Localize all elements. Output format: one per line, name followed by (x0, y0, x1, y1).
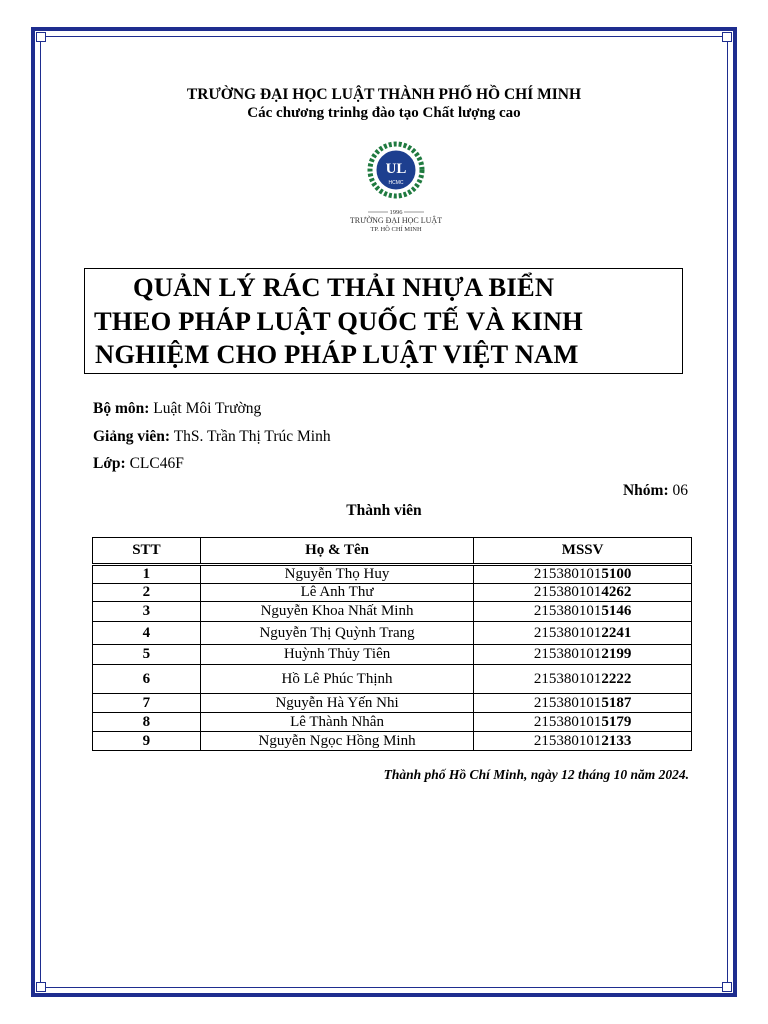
row-stt: 5 (93, 645, 201, 665)
border-corner (36, 982, 46, 992)
table-row (93, 584, 692, 602)
class-line (93, 455, 184, 473)
university-logo (340, 138, 470, 238)
report-title-line3: NGHIỆM CHO PHÁP LUẬT VIỆT NAM (95, 339, 579, 369)
row-name: Huỳnh Thủy Tiên (200, 645, 473, 665)
table-row (93, 694, 692, 713)
mssv-suffix: 5179 (601, 713, 632, 730)
subject-value: Luật Môi Trường (153, 400, 262, 417)
logo-monogram: UL (385, 161, 407, 177)
subject-label: Bộ môn: (93, 400, 150, 417)
logo-year: 1996 (389, 209, 403, 216)
mssv-suffix: 4262 (601, 584, 632, 600)
university-seal-icon (340, 138, 470, 238)
members-table (92, 537, 692, 751)
row-mssv (474, 645, 692, 665)
mssv-prefix: 215380101 (533, 713, 602, 730)
row-stt: 7 (93, 694, 201, 713)
members-title: Thành viên (346, 502, 422, 519)
column-header-stt: STT (93, 538, 201, 565)
logo-name-line2: TP. HỒ CHÍ MINH (370, 226, 422, 233)
row-name: Lê Anh Thư (200, 584, 473, 602)
row-stt: 9 (93, 732, 201, 751)
university-name: TRƯỜNG ĐẠI HỌC LUẬT THÀNH PHỐ HỒ CHÍ MINH (186, 86, 582, 103)
row-stt: 6 (93, 665, 201, 694)
group-label: Nhóm: (622, 482, 669, 499)
row-name: Nguyễn Thị Quỳnh Trang (200, 622, 473, 645)
report-title-line1: QUẢN LÝ RÁC THẢI NHỰA BIỂN (133, 272, 555, 302)
row-mssv (474, 584, 692, 602)
mssv-suffix: 5187 (601, 694, 632, 711)
table-row (93, 713, 692, 732)
report-title-box (84, 268, 683, 374)
mssv-prefix: 215380101 (533, 584, 602, 600)
mssv-suffix: 2199 (601, 646, 632, 662)
row-stt: 1 (93, 565, 201, 584)
column-header-name: Họ & Tên (200, 538, 473, 565)
row-mssv (474, 665, 692, 694)
row-stt: 4 (93, 622, 201, 645)
row-name: Lê Thành Nhân (200, 713, 473, 732)
row-stt: 8 (93, 713, 201, 732)
row-name: Nguyễn Ngọc Hồng Minh (200, 732, 473, 751)
table-row (93, 602, 692, 622)
border-corner (36, 32, 46, 42)
row-name: Nguyễn Khoa Nhất Minh (200, 602, 473, 622)
lecturer-label: Giảng viên: (93, 428, 171, 445)
border-corner (722, 32, 732, 42)
table-row (93, 732, 692, 751)
logo-badge: HCMC (388, 180, 404, 186)
logo-name-line1: TRƯỜNG ĐẠI HỌC LUẬT (349, 216, 443, 225)
row-name: Nguyễn Hà Yến Nhi (200, 694, 473, 713)
table-row (93, 565, 692, 584)
mssv-prefix: 215380101 (533, 624, 602, 641)
report-title-line2: THEO PHÁP LUẬT QUỐC TẾ VÀ KINH (94, 306, 583, 336)
row-stt: 3 (93, 602, 201, 622)
row-mssv (474, 694, 692, 713)
row-stt: 2 (93, 584, 201, 602)
class-value: CLC46F (129, 455, 184, 472)
mssv-suffix: 2222 (601, 670, 632, 687)
column-header-mssv: MSSV (474, 538, 692, 565)
table-row (93, 665, 692, 694)
table-row (93, 645, 692, 665)
subject-line (93, 400, 261, 418)
mssv-prefix: 215380101 (533, 566, 602, 582)
group-value: 06 (672, 482, 688, 499)
table-header-row (93, 538, 692, 565)
program-name: Các chương trinhg đào tạo Chất lượng cao (247, 105, 521, 121)
row-mssv (474, 732, 692, 751)
row-name: Nguyễn Thọ Huy (200, 565, 473, 584)
mssv-suffix: 5100 (601, 566, 632, 582)
mssv-prefix: 215380101 (533, 732, 602, 749)
row-mssv (474, 565, 692, 584)
row-mssv (474, 602, 692, 622)
row-name: Hồ Lê Phúc Thịnh (200, 665, 473, 694)
class-label: Lớp: (93, 455, 126, 472)
mssv-prefix: 215380101 (533, 670, 602, 687)
mssv-prefix: 215380101 (533, 603, 602, 619)
mssv-prefix: 215380101 (533, 646, 602, 662)
border-corner (722, 982, 732, 992)
row-mssv (474, 622, 692, 645)
mssv-prefix: 215380101 (533, 694, 602, 711)
row-mssv (474, 713, 692, 732)
lecturer-value: ThS. Trần Thị Trúc Minh (173, 428, 331, 445)
table-row (93, 622, 692, 645)
mssv-suffix: 2133 (601, 732, 632, 749)
date-location-line: Thành phố Hồ Chí Minh, ngày 12 tháng 10 năm 2024. (383, 767, 689, 782)
group-line (623, 482, 688, 500)
lecturer-line (93, 428, 331, 446)
mssv-suffix: 5146 (601, 603, 632, 619)
mssv-suffix: 2241 (601, 624, 632, 641)
